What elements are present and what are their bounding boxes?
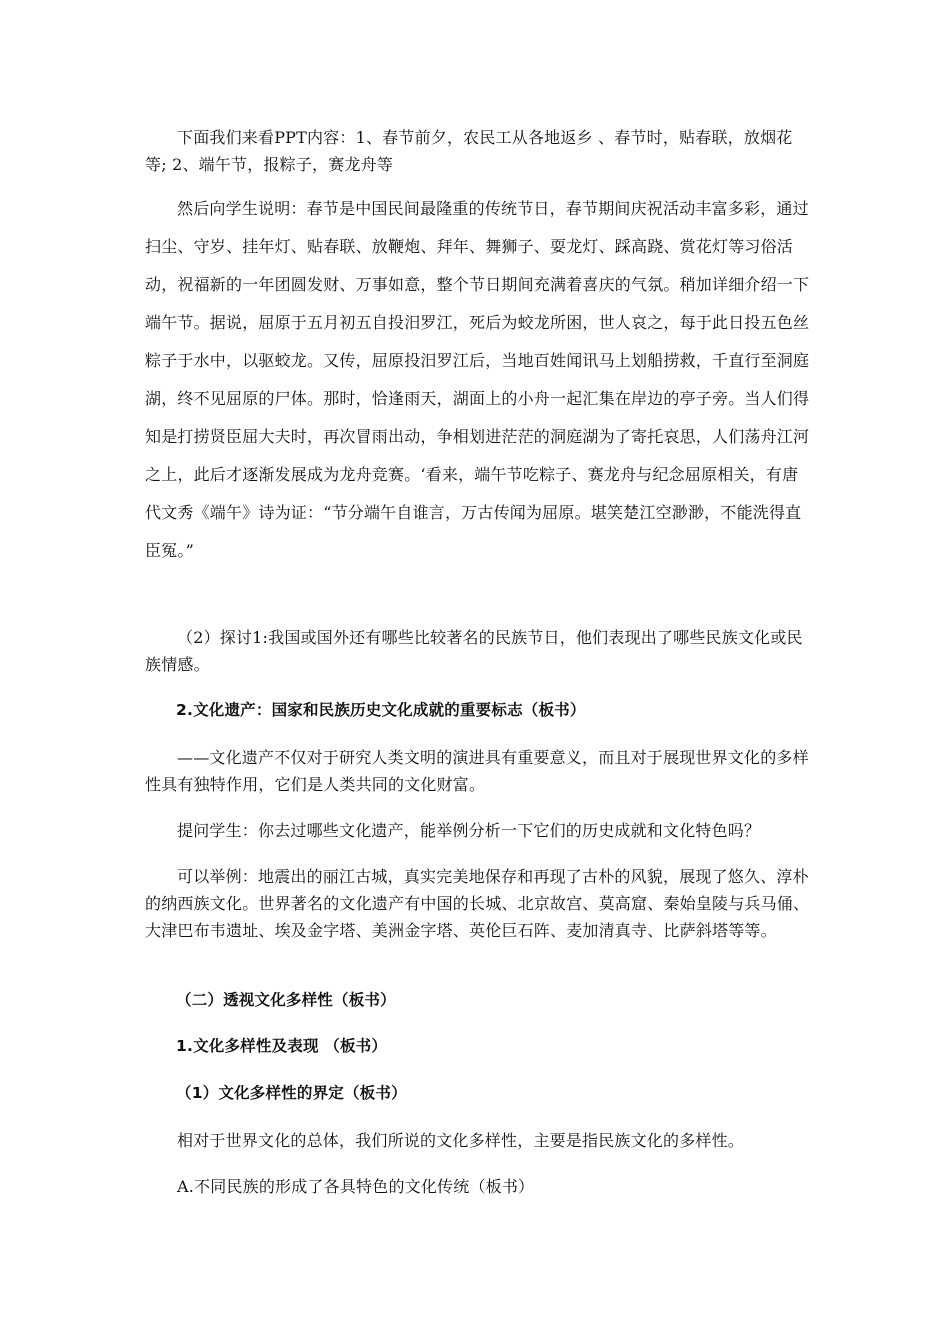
paragraph-question-students: 提问学生：你去过哪些文化遗产，能举例分析一下它们的历史成就和文化特色吗？ [177, 821, 761, 840]
paragraph-ppt-content: 下面我们来看PPT内容：1、春节前夕，农民工从各地返乡 、春节时，贴春联，放烟花等; 2、端午节，报粽子，赛龙舟等 [145, 128, 793, 174]
heading-diversity-definition: （1）文化多样性的界定（板书） [176, 1084, 407, 1102]
paragraph-festival-explanation: 然后向学生说明：春节是中国民间最隆重的传统节日，春节期间庆祝活动丰富多彩，通过扫尘、守岁、挂年灯、贴春联、放鞭炮、拜年、舞狮子、耍龙灯、踩高跷、赏花灯等习俗活动，祝福新的一年团圆发财、万事如意，整个节日期间充满着喜庆的气氛。稍加详细介绍一下端午节。据说，屈原于五月初五自投汨罗江，死后为蛟龙所困，世人哀之，每于此日投五色丝粽子于水中，以驱蛟龙。又传，屈原投汨罗江后，当地百姓闻讯马上划船捞救，千直行至洞庭湖，终不见屈原的尸体。那时，恰逢雨天，湖面上的小舟一起汇集在岸边的亭子旁。当人们得知是打捞贤臣屈大夫时，再次冒雨出动，争相划进茫茫的洞庭湖为了寄托哀思，人们荡舟江河之上，此后才逐渐发展成为龙舟竞赛。‘看来，端午节吃粽子、赛龙舟与纪念屈原相关，有唐代文秀《端午》诗为证：“节分端午自谁言，万古传闻为屈原。堪笑楚江空渺渺，不能洗得直臣冤。” [145, 199, 810, 560]
heading-cultural-heritage: 2.文化遗产：国家和民族历史文化成就的重要标志（板书） [176, 701, 586, 719]
paragraph-discussion-1: （2）探讨1:我国或国外还有哪些比较著名的民族节日，他们表现出了哪些民族文化或民族情感。 [145, 628, 803, 674]
paragraph-heritage-significance: ——文化遗产不仅对于研究人类文明的演进具有重要意义，而且对于展现世界文化的多样性具有独特作用，它们是人类共同的文化财富。 [145, 748, 809, 794]
heading-cultural-diversity: （二）透视文化多样性（板书） [176, 991, 396, 1009]
heading-diversity-expression: 1.文化多样性及表现 （板书） [176, 1037, 388, 1055]
paragraph-diversity-meaning: 相对于世界文化的总体，我们所说的文化多样性，主要是指民族文化的多样性。 [177, 1131, 745, 1150]
paragraph-heritage-examples: 可以举例：地震出的丽江古城，真实完美地保存和再现了古朴的风貌，展现了悠久、淳朴的纳西族文化。世界著名的文化遗产有中国的长城、北京故宫、莫高窟、秦始皇陵与兵马俑、大津巴布韦遗址、埃及金字塔、美洲金字塔、英伦巨石阵、麦加清真寺、比萨斜塔等等。 [145, 867, 810, 940]
paragraph-cultural-traditions: A.不同民族的形成了各具特色的文化传统（板书） [177, 1177, 535, 1196]
